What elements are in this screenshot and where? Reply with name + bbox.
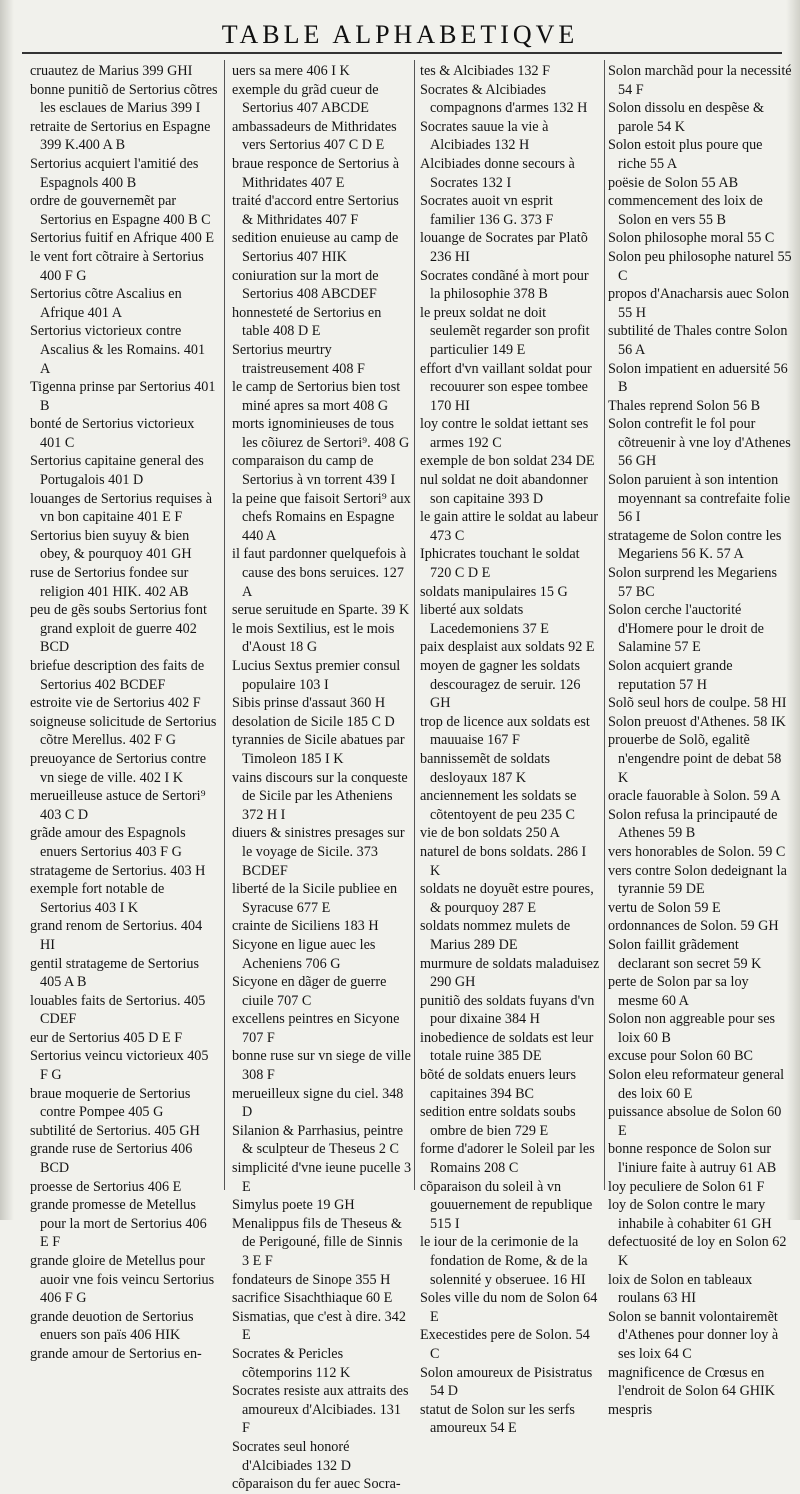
index-entry: Socrates condãné à mort pour la philosophie 378 B <box>420 267 589 303</box>
index-entry: Solon refusa la principauté de Athenes 59 B <box>608 806 778 842</box>
index-entry: le mois Sextilius, est le mois d'Aoust 18 G <box>232 620 395 656</box>
index-entry: grande amour de Sertorius en- <box>30 1345 202 1362</box>
index-entry: statut de Solon sur les serfs amoureux 54 E <box>420 1401 575 1437</box>
index-entry: coniuration sur la mort de Sertorius 408 ABCDEF <box>232 267 379 303</box>
index-entry: ambassadeurs de Mithridates vers Sertorius 407 C D E <box>232 118 397 154</box>
index-entry: Thales reprend Solon 56 B <box>608 397 761 414</box>
index-column-3 <box>420 62 600 1437</box>
page-left-edge-shadow <box>0 0 14 1220</box>
index-entry: Alcibiades donne secours à Socrates 132 I <box>420 155 575 191</box>
index-entry: Sicyone en dãger de guerre ciuile 707 C <box>232 974 387 1009</box>
index-entry: liberté de la Sicile publiee en Syracuse 677 E <box>232 881 398 916</box>
index-entry: Solon eleu reformateur general des loix 60 E <box>608 1067 785 1102</box>
index-entry: Solon estoit plus poure que riche 55 A <box>608 137 763 172</box>
index-entry: cõparaison du fer auec Socra- <box>232 1476 401 1493</box>
index-entry: ordre de gouvernemẽt par Sertorius en Espagne 400 B C <box>30 193 211 228</box>
index-entry: bonne punitiõ de Sertorius cõtres les esclaues de Marius 399 I <box>30 81 218 117</box>
header-rule <box>22 52 782 54</box>
index-entry: grãde amour des Espagnols enuers Sertorius 403 F G <box>30 825 186 860</box>
index-entry: vains discours sur la conqueste de Sicile par les Atheniens 372 H I <box>232 769 408 823</box>
index-entry: ordonnances de Solon. 59 GH <box>608 918 779 935</box>
index-entry: Sicyone en ligue auec les Acheniens 706 G <box>232 936 376 972</box>
index-entry: Lucius Sextus premier consul populaire 103 I <box>232 658 401 693</box>
index-entry: loy de Solon contre le mary inhabile à cohabiter 61 GH <box>608 1197 772 1232</box>
index-entry: Solon faillit grãdement declarant son secret 59 K <box>608 936 762 972</box>
index-entry: Solon se bannit volontairemẽt d'Athenes pour donner loy à ses loix 64 C <box>608 1308 779 1362</box>
index-entry: excuse pour Solon 60 BC <box>608 1048 754 1065</box>
index-entry: vie de bon soldats 250 A <box>420 825 560 842</box>
column-divider <box>604 60 605 1190</box>
index-entry: Tigenna prinse par Sertorius 401 B <box>30 379 216 414</box>
index-entry: propos d'Anacharsis auec Solon 55 H <box>608 286 790 321</box>
index-entry: vers contre Solon dedeignant la tyrannie 59 DE <box>608 862 787 898</box>
index-entry: sacrifice Sisachthiaque 60 E <box>232 1290 393 1307</box>
index-entry: anciennement les soldats se cõtentoyent de peu 235 C <box>420 788 577 823</box>
index-entry: mespris <box>608 1401 653 1418</box>
index-entry: Solon surprend les Megariens 57 BC <box>608 565 778 600</box>
index-column-2 <box>232 62 412 1493</box>
index-entry: braue moquerie de Sertorius contre Pompee 405 G <box>30 1085 191 1121</box>
index-entry: Socrates resiste aux attraits des amoureux d'Alcibiades. 131 F <box>232 1383 409 1437</box>
index-entry: ruse de Sertorius fondee sur religion 401 HIK. 402 AB <box>30 565 189 600</box>
index-entry: Solon peu philosophe naturel 55 C <box>608 248 792 284</box>
index-entry: bonté de Sertorius victorieux 401 C <box>30 416 195 451</box>
column-divider <box>414 60 415 1190</box>
index-entry: Solon acquiert grande reputation 57 H <box>608 658 733 693</box>
index-entry: uers sa mere 406 I K <box>232 63 350 79</box>
index-column-4 <box>608 62 792 1418</box>
index-entry: Sertorius victorieux contre Ascalius & les Romains. 401 A <box>30 323 206 377</box>
index-entry: Socrates auoit vn esprit familier 136 G. 373 F <box>420 193 554 228</box>
index-entry: il faut pardonner quelquefois à cause des bons seruices. 127 A <box>232 546 407 600</box>
index-entry: merueilleux signe du ciel. 348 D <box>232 1085 404 1121</box>
index-entry: tyrannies de Sicile abatues par Timoleon 185 I K <box>232 732 405 767</box>
index-entry: Sertorius veincu victorieux 405 F G <box>30 1048 209 1084</box>
index-entry: effort d'vn vaillant soldat pour recouurer son espee tombee 170 HI <box>420 360 592 414</box>
index-entry: Solon dissolu en despẽse & parole 54 K <box>608 100 765 135</box>
index-entry: naturel de bons soldats. 286 I K <box>420 843 587 879</box>
index-entry: subtilité de Thales contre Solon 56 A <box>608 323 788 358</box>
index-entry: Socrates & Pericles cõtemporins 112 K <box>232 1345 351 1381</box>
index-entry: Sertorius bien suyuy & bien obey, & pourquoy 401 GH <box>30 527 192 563</box>
index-entry: louanges de Sertorius requises à vn bon capitaine 401 E F <box>30 490 213 526</box>
index-entry: puissance absolue de Solon 60 E <box>608 1104 782 1139</box>
index-entry: grande promesse de Metellus pour la mort de Sertorius 406 E F <box>30 1197 207 1251</box>
index-entry: preuoyance de Sertorius contre vn siege de ville. 402 I K <box>30 750 207 786</box>
index-entry: crainte de Siciliens 183 H <box>232 918 379 935</box>
index-entry: liberté aux soldats Lacedemoniens 37 E <box>420 602 549 637</box>
index-entry: retraite de Sertorius en Espagne 399 K.400 A B <box>30 118 211 154</box>
index-entry: loy contre le soldat iettant ses armes 192 C <box>420 416 589 451</box>
index-entry: defectuosité de loy en Solon 62 K <box>608 1234 787 1269</box>
index-entry: louange de Socrates par Platõ 236 HI <box>420 230 588 265</box>
index-entry: perte de Solon par sa loy mesme 60 A <box>608 974 749 1009</box>
index-entry: peu de gẽs soubs Sertorius font grand exploit de guerre 402 BCD <box>30 602 207 656</box>
index-entry: commencement des loix de Solon en vers 55 B <box>608 193 763 228</box>
index-entry: Solon impatient en aduersité 56 B <box>608 360 788 396</box>
index-entry: Solon philosophe moral 55 C <box>608 230 775 247</box>
index-entry: estroite vie de Sertorius 402 F <box>30 695 201 712</box>
index-entry: exemple de bon soldat 234 DE <box>420 453 595 470</box>
index-entry: le vent fort cõtraire à Sertorius 400 F G <box>30 248 204 284</box>
index-entry: soldats nommez mulets de Marius 289 DE <box>420 918 571 953</box>
index-entry: magnificence de Crœsus en l'endroit de Solon 64 GHIK <box>608 1364 776 1400</box>
index-entry: sedition entre soldats soubs ombre de bien 729 E <box>420 1104 576 1139</box>
index-entry: la peine que faisoit Sertori⁹ aux chefs Romains en Espagne 440 A <box>232 490 411 544</box>
index-entry: excellens peintres en Sicyone 707 F <box>232 1011 400 1046</box>
index-entry: subtilité de Sertorius. 405 GH <box>30 1122 200 1139</box>
index-entry: vertu de Solon 59 E <box>608 899 721 916</box>
index-entry: briefue description des faits de Sertorius 402 BCDEF <box>30 658 205 693</box>
index-entry: Iphicrates touchant le soldat 720 C D E <box>420 546 580 582</box>
index-entry: poësie de Solon 55 AB <box>608 174 739 191</box>
index-entry: Sertorius cõtre Ascalius en Afrique 401 A <box>30 286 182 321</box>
index-entry: gentil stratageme de Sertorius 405 A B <box>30 955 200 991</box>
index-entry: Solon preuost d'Athenes. 58 IK <box>608 713 786 730</box>
index-entry: loix de Solon en tableaux roulans 63 HI <box>608 1271 753 1307</box>
index-entry: paix desplaist aux soldats 92 E <box>420 639 595 656</box>
index-entry: morts ignominieuses de tous les cõiurez de Sertori⁹. 408 G <box>232 416 410 451</box>
index-entry: honnesteté de Sertorius en table 408 D E <box>232 304 382 340</box>
index-entry: le camp de Sertorius bien tost miné apres sa mort 408 G <box>232 379 401 414</box>
index-entry: le gain attire le soldat au labeur 473 C <box>420 509 599 544</box>
index-entry: bonne responce de Solon sur l'iniure faite à autruy 61 AB <box>608 1141 777 1177</box>
index-entry: Sertorius meurtry traistreusement 408 F <box>232 341 365 377</box>
index-entry: fondateurs de Sinope 355 H <box>232 1271 391 1288</box>
index-entry: stratageme de Solon contre les Megariens 56 K. 57 A <box>608 527 782 563</box>
index-entry: Socrates sauue la vie à Alcibiades 132 H <box>420 118 549 154</box>
index-entry: soldats ne doyuẽt estre poures, & pourquoy 287 E <box>420 881 594 916</box>
index-entry: Solon non aggreable pour ses loix 60 B <box>608 1011 776 1046</box>
index-entry: bõté de soldats enuers leurs capitaines 394 BC <box>420 1067 577 1102</box>
index-entry: Sibis prinse d'assaut 360 H <box>232 695 386 712</box>
index-entry: Soles ville du nom de Solon 64 E <box>420 1290 598 1325</box>
index-entry: soigneuse solicitude de Sertorius cõtre Merellus. 402 F G <box>30 713 217 749</box>
index-entry: Sismatias, que c'est à dire. 342 E <box>232 1308 406 1344</box>
index-entry: grand renom de Sertorius. 404 HI <box>30 918 203 953</box>
index-entry: grande ruse de Sertorius 406 BCD <box>30 1141 193 1177</box>
index-entry: moyen de gagner les soldats descouragez de seruir. 126 GH <box>420 658 581 712</box>
index-entry: exemple fort notable de Sertorius 403 I K <box>30 881 165 916</box>
page-title: TABLE ALPHABETIQVE <box>221 20 579 49</box>
index-entry: bonne ruse sur vn siege de ville 308 F <box>232 1048 411 1084</box>
index-entry: punitiõ des soldats fuyans d'vn pour dixaine 384 H <box>420 992 595 1028</box>
index-entry: Sertorius fuitif en Afrique 400 E <box>30 230 215 247</box>
index-entry: murmure de soldats maladuisez 290 GH <box>420 955 600 991</box>
index-entry: Simylus poete 19 GH <box>232 1197 355 1214</box>
index-entry: simplicité d'vne ieune pucelle 3 E <box>232 1160 412 1195</box>
index-entry: le preux soldat ne doit seulemẽt regarder son profit particulier 149 E <box>420 304 590 358</box>
index-entry: grande gloire de Metellus pour auoir vne fois veincu Sertorius 406 F G <box>30 1253 215 1307</box>
index-entry: louables faits de Sertorius. 405 CDEF <box>30 992 206 1028</box>
index-entry: Solõ seul hors de coulpe. 58 HI <box>608 695 787 712</box>
index-entry: merueilleuse astuce de Sertori⁹ 403 C D <box>30 788 206 823</box>
index-entry: Silanion & Parrhasius, peintre & sculpteur de Theseus 2 C <box>232 1122 404 1158</box>
index-entry: proesse de Sertorius 406 E <box>30 1178 182 1195</box>
index-entry: Solon marchãd pour la necessité 54 F <box>608 63 792 98</box>
index-entry: Socrates seul honoré d'Alcibiades 132 D <box>232 1438 351 1474</box>
index-entry: desolation de Sicile 185 C D <box>232 713 395 730</box>
index-entry: grande deuotion de Sertorius enuers son païs 406 HIK <box>30 1308 194 1344</box>
index-entry: Solon cerche l'auctorité d'Homere pour le droit de Salamine 57 E <box>608 602 764 656</box>
index-entry: serue seruitude en Sparte. 39 K <box>232 602 410 619</box>
index-entry: Menalippus fils de Theseus & de Perigouné, fille de Sinnis 3 E F <box>232 1215 403 1269</box>
index-entry: Solon amoureux de Pisistratus 54 D <box>420 1364 593 1400</box>
index-entry: Solon contrefit le fol pour cõtreuenir à vne loy d'Athenes 56 GH <box>608 416 791 470</box>
column-divider <box>224 60 225 1190</box>
index-entry: cõparaison du soleil à vn gouuernement de republique 515 I <box>420 1178 593 1232</box>
index-entry: sedition enuieuse au camp de Sertorius 407 HIK <box>232 230 399 265</box>
index-entry: Solon paruient à son intention moyennant sa contrefaite folie 56 I <box>608 472 791 526</box>
index-entry: oracle fauorable à Solon. 59 A <box>608 788 781 805</box>
index-entry: stratageme de Sertorius. 403 H <box>30 862 206 879</box>
index-entry: Socrates & Alcibiades compagnons d'armes 132 H <box>420 81 588 117</box>
index-entry: tes & Alcibiades 132 F <box>420 63 551 79</box>
index-entry: soldats manipulaires 15 G <box>420 583 568 600</box>
index-entry: Execestides pere de Solon. 54 C <box>420 1327 590 1362</box>
index-entry: Sertorius acquiert l'amitié des Espagnols 400 B <box>30 155 199 191</box>
index-entry: trop de licence aux soldats est mauuaise 167 F <box>420 713 590 749</box>
index-entry: traité d'accord entre Sertorius & Mithridates 407 F <box>232 193 399 228</box>
index-entry: bannissemẽt de soldats desloyaux 187 K <box>420 750 551 786</box>
index-entry: loy peculiere de Solon 61 F <box>608 1178 765 1195</box>
index-entry: cruautez de Marius 399 GHI <box>30 63 193 79</box>
index-entry: vers honorables de Solon. 59 C <box>608 843 786 860</box>
index-entry: exemple du grãd cueur de Sertorius 407 ABCDE <box>232 81 379 117</box>
index-column-1 <box>30 62 218 1362</box>
index-entry: eur de Sertorius 405 D E F <box>30 1029 183 1046</box>
index-entry: comparaison du camp de Sertorius à vn torrent 439 I <box>232 453 396 489</box>
index-entry: prouerbe de Solõ, egalitẽ n'engendre point de debat 58 K <box>608 732 782 786</box>
index-entry: nul soldat ne doit abandonner son capitaine 393 D <box>420 472 588 507</box>
index-entry: Sertorius capitaine general des Portugalois 401 D <box>30 453 204 489</box>
index-entry: diuers & sinistres presages sur le voyage de Sicile. 373 BCDEF <box>232 825 405 879</box>
index-entry: inobedience de soldats est leur totale ruine 385 DE <box>420 1029 594 1065</box>
index-entry: le iour de la cerimonie de la fondation de Rome, & de la solennité y obseruee. 16 HI <box>420 1234 588 1288</box>
index-entry: braue responce de Sertorius à Mithridates 407 E <box>232 155 400 191</box>
index-entry: forme d'adorer le Soleil par les Romains 208 C <box>420 1141 595 1177</box>
